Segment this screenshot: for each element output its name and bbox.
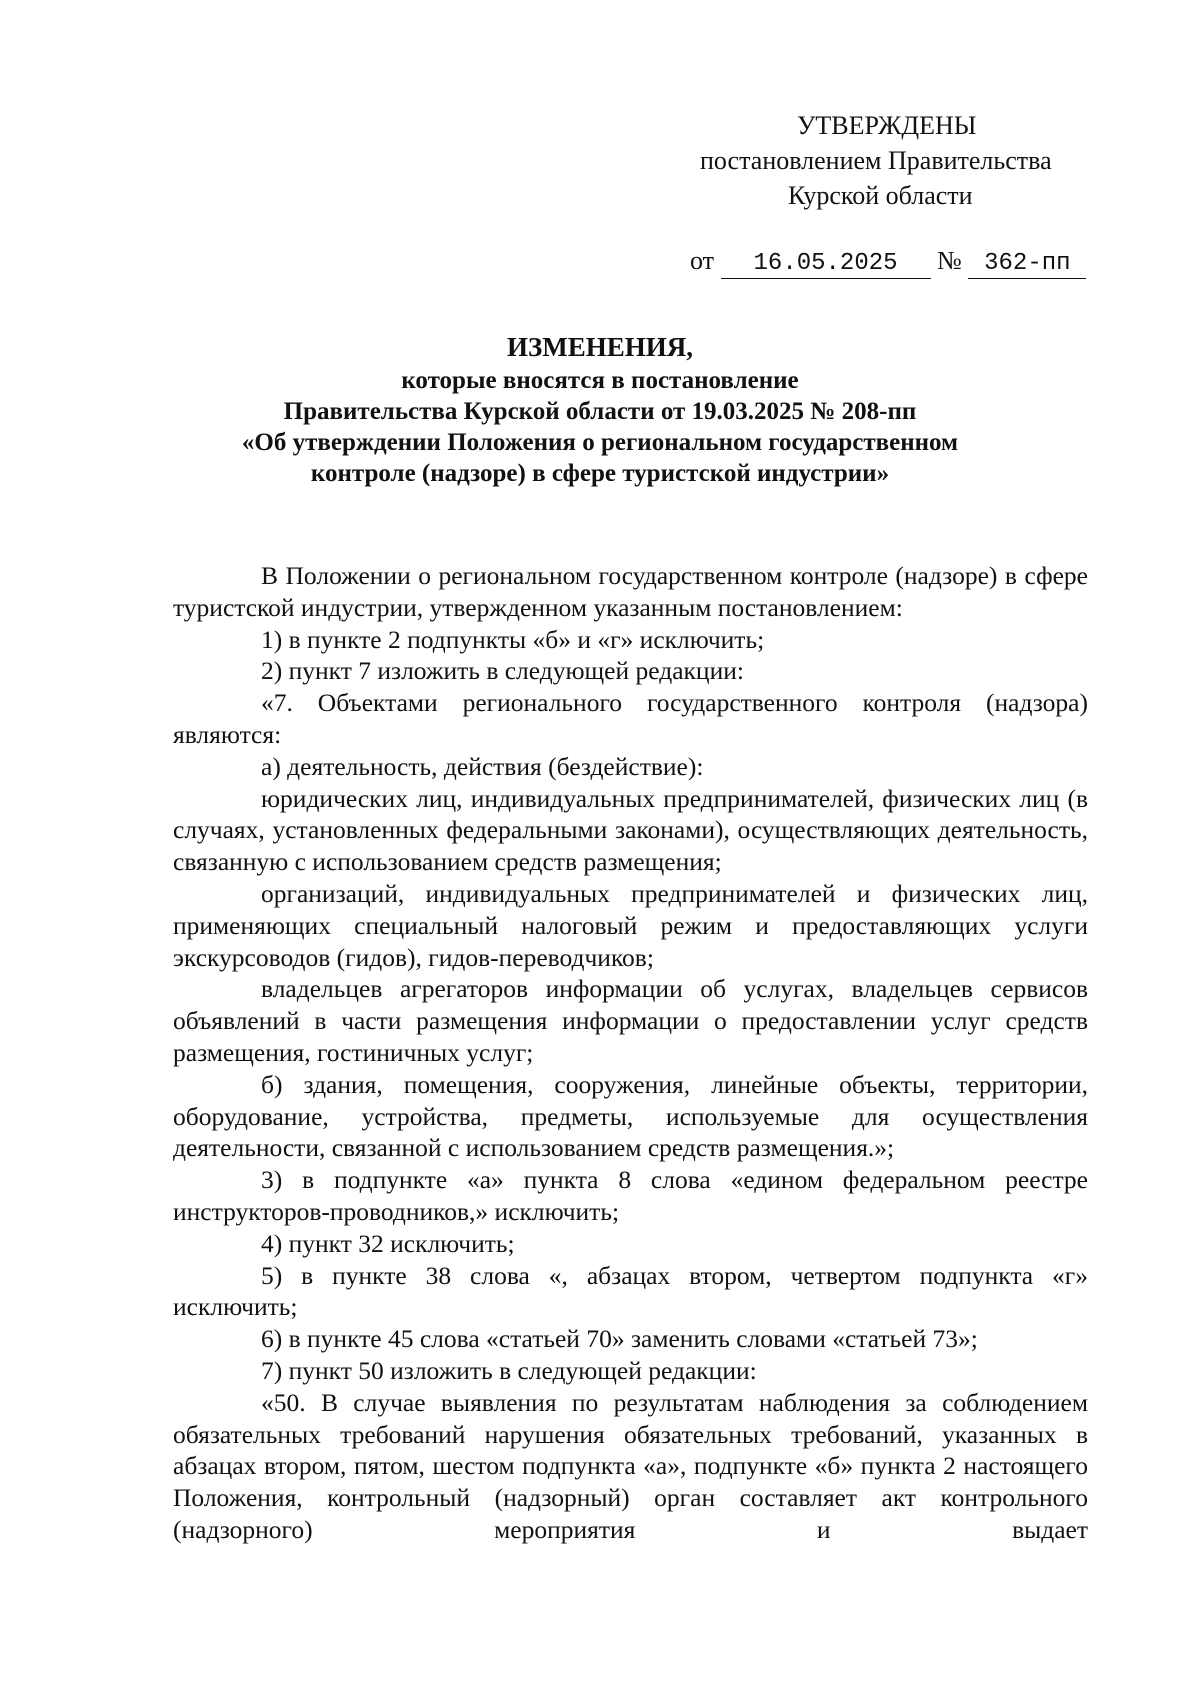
- paragraph: владельцев агрегаторов информации об услугах, владельцев сервисов объявлений в части размещения информации о предоставлении услуг средств размещения, гостиничных услуг;: [173, 974, 1088, 1067]
- paragraph: 4) пункт 32 исключить;: [261, 1228, 515, 1258]
- paragraph: «50. В случае выявления по результатам наблюдения за соблюдением обязательных требований нарушения обязательных требований, указанных в абзацах втором, пятом, шестом подпункта «а», подпункте «б» пункта 2 настоящего Положения, контрольный (надзорный) орган составляет акт контрольного (надзорного) мероприятия и выдает: [173, 1387, 1088, 1544]
- paragraph: 7) пункт 50 изложить в следующей редакции:: [261, 1355, 757, 1385]
- paragraph: а) деятельность, действия (бездействие):: [261, 751, 704, 781]
- approval-authority: постановлением Правительства: [700, 146, 1052, 175]
- approval-number: 362-пп: [968, 250, 1086, 279]
- heading-line: контроле (надзоре) в сфере туристской индустрии»: [310, 460, 890, 487]
- document-heading: [120, 332, 1080, 489]
- paragraph: 1) в пункте 2 подпункты «б» и «г» исключить;: [261, 624, 765, 654]
- date-prefix: от: [690, 246, 715, 275]
- paragraph: 3) в подпункте «а» пункта 8 слова «едином федеральном реестре инструкторов-проводников,» исключить;: [173, 1165, 1088, 1226]
- paragraph: организаций, индивидуальных предпринимателей и физических лиц, применяющих специальный налоговый режим и предоставляющих услуги экскурсоводов (гидов), гидов-переводчиков;: [173, 878, 1088, 972]
- document-body: [173, 560, 1088, 1546]
- paragraph: б) здания, помещения, сооружения, линейные объекты, территории, оборудование, устройства, предметы, используемые для осуществления деятельности, связанной с использованием средств размещения.»;: [173, 1069, 1088, 1163]
- approval-region: Курской области: [788, 181, 973, 210]
- number-prefix: №: [937, 246, 962, 275]
- paragraph: юридических лиц, индивидуальных предпринимателей, физических лиц (в случаях, установленных федеральными законами), осуществляющих деятельность, связанную с использованием средств размещения;: [173, 783, 1088, 877]
- paragraph: 5) в пункте 38 слова «, абзацах втором, четвертом подпункта «г» исключить;: [173, 1260, 1088, 1322]
- heading-title: ИЗМЕНЕНИЯ,: [506, 332, 693, 362]
- heading-line: «Об утверждении Положения о региональном государственном: [241, 429, 959, 456]
- paragraph: В Положении о региональном государственном контроле (надзоре) в сфере туристской индустрии, утвержденном указанным постановлением:: [173, 561, 1088, 622]
- heading-line: которые вносятся в постановление: [401, 367, 799, 394]
- approval-date-number: [660, 243, 1100, 279]
- approval-block: [660, 108, 1100, 279]
- heading-line: Правительства Курской области от 19.03.2025 № 208-пп: [283, 398, 917, 425]
- approval-date: 16.05.2025: [721, 250, 931, 279]
- paragraph: 6) в пункте 45 слова «статьей 70» заменить словами «статьей 73»;: [261, 1324, 978, 1354]
- approval-title: УТВЕРЖДЕНЫ: [797, 111, 977, 140]
- paragraph: «7. Объектами регионального государственного контроля (надзора) являются:: [173, 688, 1088, 749]
- paragraph: 2) пункт 7 изложить в следующей редакции:: [261, 656, 744, 686]
